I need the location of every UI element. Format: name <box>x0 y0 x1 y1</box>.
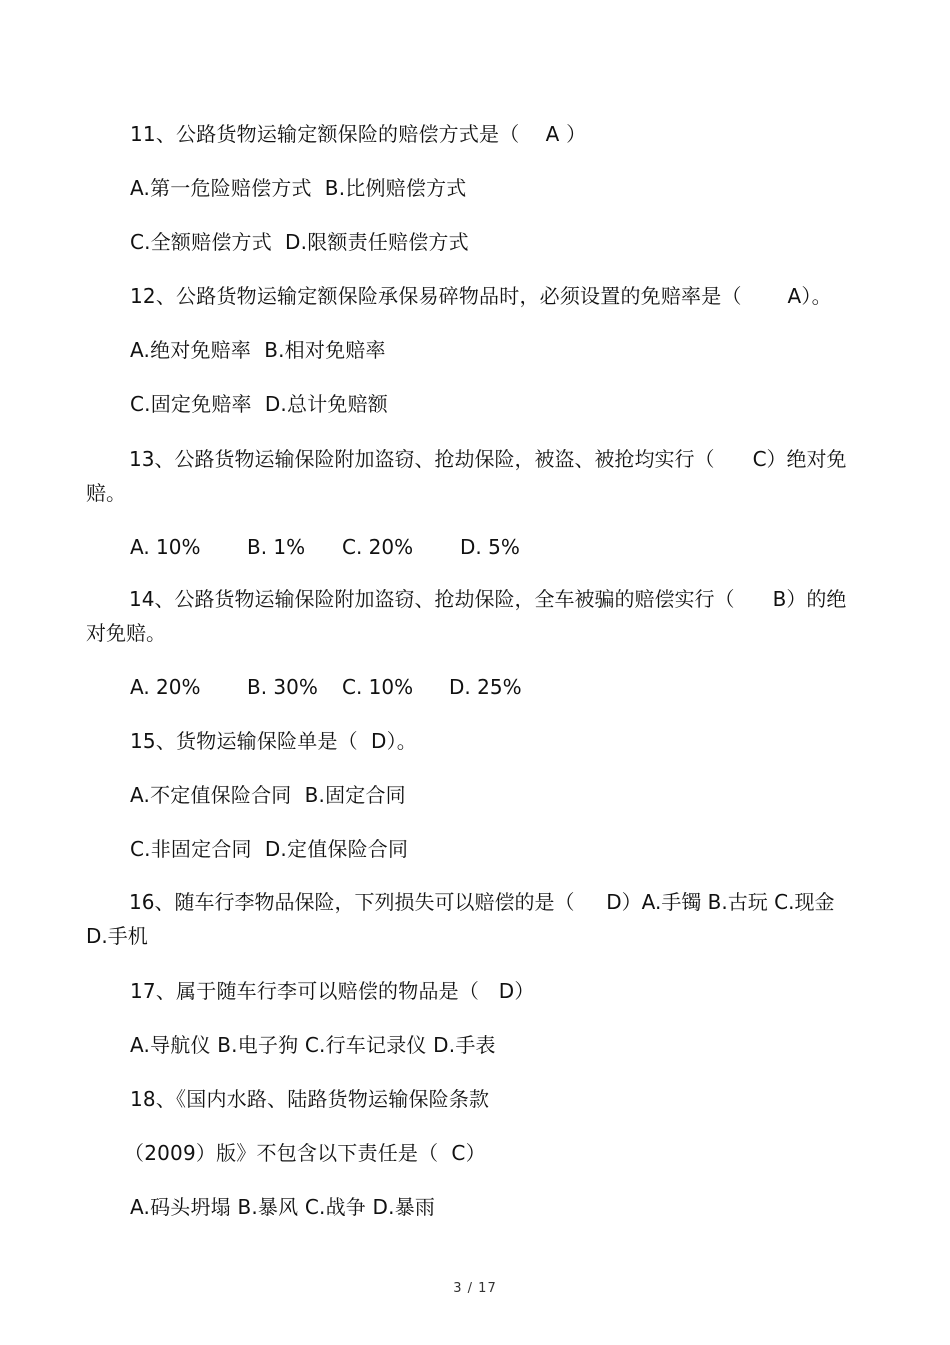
question-12: 12、公路货物运输定额保险承保易碎物品时，必须设置的免赔率是（ A）。 <box>130 284 832 308</box>
question-15-options-ab: A.不定值保险合同 B.固定合同 <box>130 783 406 807</box>
question-15-options-cd: C.非固定合同 D.定值保险合同 <box>130 837 409 861</box>
option-c: C. 20% <box>342 535 414 559</box>
option-a: A. 20% <box>130 675 201 699</box>
option-a: A. 10% <box>130 535 201 559</box>
question-18: 18、《国内水路、陆路货物运输保险条款 <box>130 1087 490 1111</box>
page-number: 3 / 17 <box>453 1281 497 1296</box>
question-15: 15、货物运输保险单是（ D）。 <box>130 729 417 753</box>
question-16: 16、随车行李物品保险，下列损失可以赔偿的是（ D）A.手镯 B.古玩 C.现金 D.手机 <box>86 890 841 948</box>
question-12-options-cd: C.固定免赔率 D.总计免赔额 <box>130 392 388 416</box>
option-b: B. 30% <box>247 675 318 699</box>
question-18-continued: （2009）版》不包含以下责任是（ C） <box>124 1141 486 1165</box>
option-d: D. 25% <box>449 675 522 699</box>
question-17: 17、属于随车行李可以赔偿的物品是（ D） <box>130 979 535 1003</box>
option-c: C. 10% <box>342 675 414 699</box>
question-13: 13、公路货物运输保险附加盗窃、抢劫保险，被盗、被抢均实行（ C）绝对免赔。 <box>86 447 847 505</box>
question-14: 14、公路货物运输保险附加盗窃、抢劫保险，全车被骗的赔偿实行（ B）的绝对免赔。 <box>86 587 847 645</box>
question-11-options-ab: A.第一危险赔偿方式 B.比例赔偿方式 <box>130 176 467 200</box>
question-17-options: A.导航仪 B.电子狗 C.行车记录仪 D.手表 <box>130 1033 496 1057</box>
option-b: B. 1% <box>247 535 306 559</box>
question-12-options-ab: A.绝对免赔率 B.相对免赔率 <box>130 338 386 362</box>
question-11: 11、公路货物运输定额保险的赔偿方式是（ A ） <box>130 122 587 146</box>
question-11-options-cd: C.全额赔偿方式 D.限额责任赔偿方式 <box>130 230 469 254</box>
option-d: D. 5% <box>460 535 520 559</box>
question-18-options: A.码头坍塌 B.暴风 C.战争 D.暴雨 <box>130 1195 436 1219</box>
